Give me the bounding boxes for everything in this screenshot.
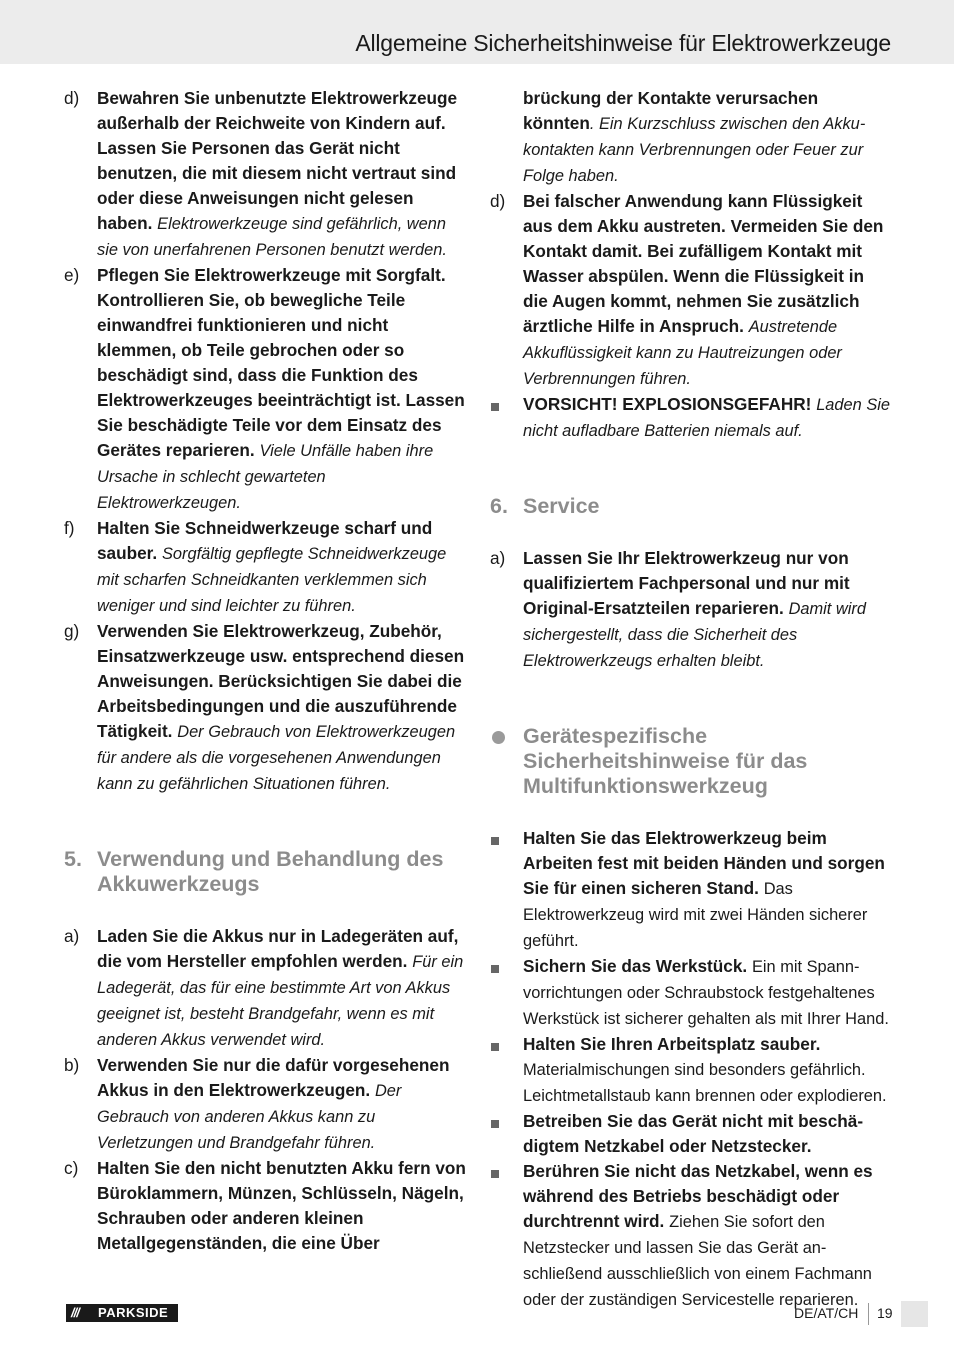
item-italic-text: Elektrowerkzeuge sind gefährlich, wenn sie von unerfahrenen Personen benutzt werden.	[97, 215, 447, 259]
section-title-text: Verwendung und Behandlung des Akkuwerkzeugs	[97, 847, 444, 896]
item-italic-text: Der Gebrauch von Elektrowerkzeugen für andere als die vorgesehenen Anwendungen kann zu gefährlichen Situationen führen.	[97, 723, 456, 793]
left-column	[64, 86, 466, 1256]
item-bold-text: Halten Sie das Elektrowerkzeug beim Arbeiten fest mit beiden Händen und sorgen Sie für einen sicheren Stand.	[523, 828, 885, 898]
footer-region-label: DE/AT/CH	[794, 1305, 859, 1321]
square-bullet-icon	[491, 837, 499, 845]
item-bold-text: Bewahren Sie unbenutzte Elektrowerkzeuge außerhalb der Reichweite von Kindern auf. Lassen Sie Personen das Gerät nicht benutzen, die mit diesem nicht vertraut sind oder diese Anweisungen nicht gelesen haben.	[97, 88, 458, 233]
item-italic-text: Laden Sie nicht aufladbare Batterien niemals auf.	[523, 396, 891, 440]
bullet-item	[490, 954, 892, 1032]
item-bold-text: Bei falscher Anwendung kann Flüssigkeit aus dem Akku austreten. Vermeiden Sie den Kontakt damit. Bei zufälligem Kontakt mit Wasser abspülen. Wenn die Flüssigkeit in die Augen kommt, nehmen Sie zusätzlich ärztliche Hilfe in Anspruch.	[523, 191, 884, 336]
logo-slashes: ///	[71, 1305, 79, 1320]
list-item-b	[64, 1053, 466, 1156]
logo-brand-text: PARKSIDE	[98, 1305, 169, 1320]
square-bullet-icon	[491, 1120, 499, 1128]
item-bold-text: Verwenden Sie Elektrowerkzeug, Zubehör, Einsatzwerkzeuge usw. entsprechend diesen Anweisungen. Berücksichtigen Sie dabei die Arbeitsbedingungen und die auszuführende Tätigkeit.	[97, 621, 465, 741]
item-italic-text: . Ein Kurzschluss zwischen den Akkukontakten kann Verbrennungen oder Feuer zur Folge haben.	[523, 115, 866, 185]
item-italic-text: Sorgfältig gepflegte Schneidwerkzeuge mit scharfen Schneidkanten verklemmen sich weniger und sind leichter zu führen.	[97, 545, 447, 615]
square-bullet-icon	[491, 1170, 499, 1178]
item-bold-text: VORSICHT! EXPLOSIONSGEFAHR!	[523, 394, 812, 414]
item-bold-text: Pflegen Sie Elektrowerkzeuge mit Sorgfalt. Kontrollieren Sie, ob bewegliche Teile einwandfrei funktionieren und nicht klemmen, ob Teile gebrochen oder so beschädigt sind, dass die Funktion des Elektrowerkzeuges beeinträchtigt ist. Lassen Sie beschädigte Teile vor dem Einsatz des Gerätes reparieren.	[97, 265, 465, 460]
list-item-c-continued	[490, 86, 892, 189]
item-marker: d)	[64, 88, 80, 108]
list-item-e	[64, 263, 466, 516]
item-bold-text: Laden Sie die Akkus nur in Ladegeräten auf, die vom Hersteller empfohlen werden.	[97, 926, 459, 971]
item-bold-text: Halten Sie Schneidwerkzeuge scharf und sauber.	[97, 518, 433, 563]
bullet-item	[490, 1109, 892, 1159]
list-item-d	[64, 86, 466, 263]
section-number: 6.	[490, 494, 508, 518]
section-heading-device-specific	[490, 724, 892, 799]
section-heading-5	[64, 847, 466, 897]
item-marker: e)	[64, 265, 80, 285]
item-marker: f)	[64, 518, 75, 538]
item-bold-text: Berühren Sie nicht das Netzkabel, wenn es während des Betriebs beschädigt oder durchtrennt wird.	[523, 1161, 873, 1231]
item-marker: c)	[64, 1158, 79, 1178]
parkside-logo	[66, 1304, 178, 1322]
item-bold-text: Lassen Sie Ihr Elektrowerkzeug nur von qualifiziertem Fachpersonal und nur mit Original-Ersatzteilen reparieren.	[523, 548, 850, 618]
item-plain-text: Ein mit Spannvorrichtungen oder Schraubstock festgehaltenes Werkstück ist sicherer gehalten als mit Ihrer Hand.	[523, 958, 889, 1028]
list-item-a	[64, 924, 466, 1053]
bullet-item	[490, 826, 892, 954]
list-item-a	[490, 546, 892, 674]
page-number: 19	[877, 1305, 893, 1321]
footer-tab-marker	[901, 1301, 928, 1327]
section-heading-6	[490, 494, 892, 519]
square-bullet-icon	[491, 1043, 499, 1051]
item-italic-text: Damit wird sichergestellt, dass die Sicherheit des Elektrowerkzeugs erhalten bleibt.	[523, 600, 866, 670]
list-item-c	[64, 1156, 466, 1256]
footer-divider	[868, 1303, 869, 1325]
section-title-text: Gerätespezifische Sicherheitshinweise für das Multifunktionswerkzeug	[523, 724, 808, 798]
item-bold-text: Sichern Sie das Werkstück.	[523, 956, 748, 976]
list-item-d	[490, 189, 892, 392]
item-italic-text: Der Gebrauch von anderen Akkus kann zu Verletzungen und Brandgefahr führen.	[97, 1082, 402, 1152]
square-bullet-icon	[491, 403, 499, 411]
warning-item	[490, 392, 892, 444]
item-bold-text: brückung der Kontakte verursachen könnten	[523, 88, 819, 133]
section-title-text: Service	[523, 494, 600, 518]
item-plain-text: Das Elektrowerkzeug wird mit zwei Händen sicherer geführt.	[523, 880, 868, 950]
right-column	[490, 86, 892, 1313]
item-bold-text: Halten Sie den nicht benutzten Akku fern von Büroklammern, Münzen, Schlüsseln, Nägeln, Schrauben oder anderen kleinen Metallgegenständen, die eine Über	[97, 1158, 466, 1253]
circle-bullet-icon	[492, 731, 505, 744]
item-marker: a)	[490, 548, 506, 568]
item-marker: d)	[490, 191, 506, 211]
page-header-title: Allgemeine Sicherheitshinweise für Elektrowerkzeuge	[355, 30, 891, 56]
bullet-item	[490, 1159, 892, 1313]
bullet-item	[490, 1032, 892, 1109]
item-marker: g)	[64, 621, 80, 641]
item-italic-text: Austretende Akkuflüssigkeit kann zu Hautreizungen oder Verbrennungen führen.	[523, 318, 842, 388]
item-italic-text: Viele Unfälle haben ihre Ursache in schlecht gewarteten Elektrowerkzeugen.	[97, 442, 434, 512]
item-bold-text: Verwenden Sie nur die dafür vorgesehenen Akkus in den Elektrowerkzeugen.	[97, 1055, 450, 1100]
item-plain-text: Materialmischungen sind besonders gefährlich. Leichtmetallstaub kann brennen oder explodieren.	[523, 1061, 887, 1105]
item-bold-text: Betreiben Sie das Gerät nicht mit beschädigtem Netzkabel oder Netzstecker.	[523, 1111, 864, 1156]
item-marker: a)	[64, 926, 80, 946]
square-bullet-icon	[491, 965, 499, 973]
item-plain-text: Ziehen Sie sofort den Netzstecker und lassen Sie das Gerät anschließend ausschließlich von einem Fachmann oder der zuständigen Servicestelle reparieren.	[523, 1213, 872, 1309]
item-marker: b)	[64, 1055, 80, 1075]
item-italic-text: Für ein Ladegerät, das für eine bestimmte Art von Akkus geeignet ist, besteht Brandgefahr, wenn es mit anderen Akkus verwendet wird.	[97, 953, 464, 1049]
list-item-g	[64, 619, 466, 797]
item-bold-text: Halten Sie Ihren Arbeitsplatz sauber.	[523, 1034, 821, 1054]
list-item-f	[64, 516, 466, 619]
section-number: 5.	[64, 847, 82, 871]
